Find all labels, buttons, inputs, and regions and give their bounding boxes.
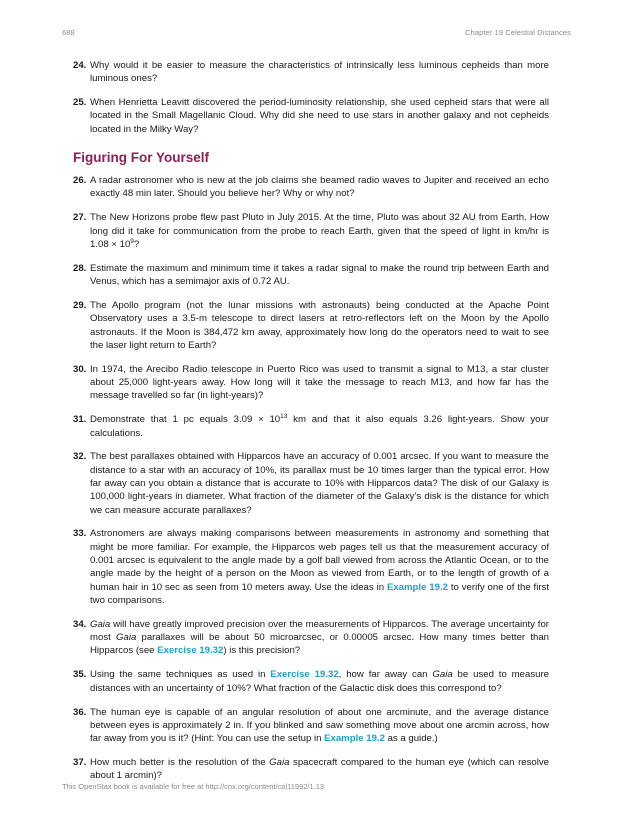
page-number: 688 [62,28,75,37]
exponent: 13 [280,413,288,421]
question-number: 37 . [73,756,86,769]
gaia-term: Gaia [90,618,111,630]
question-number: 28 . [73,262,86,275]
question-text: When Henrietta Leavitt discovered the period-luminosity relationship, she used cepheid stars that were all located in the Small Magellanic Cloud. Why did she need to use stars in another galaxy and not cepheids located in the Milky Way? [90,97,549,135]
question-text: Using the same techniques as used in [90,669,271,681]
section-title: Figuring For Yourself [73,150,210,166]
example-link[interactable]: Example 19.2 [324,733,385,745]
question-text: A radar astronomer who is new at the job claims she beamed radio waves to Jupiter and received an echo exactly 48 min later. Should you believe her? Why or why not? [90,175,549,200]
footer-note: This OpenStax book is available for free at http://cnx.org/content/col11992/1.13 [62,782,325,791]
question-number: 36 . [73,706,86,719]
exercise-link[interactable]: Exercise 19.32 [270,669,339,681]
question-37 [62,756,549,783]
question-text-mid: parallaxes will be about 50 microarcsec, or 0.00005 arcsec. How many times better than Hipparcos (see [90,632,549,657]
question-text: The New Horizons probe flew past Pluto in July 2015. At the time, Pluto was about 32 AU from Earth. How long did it take for communication from the probe to reach Earth, given that the speed of light in km/hr is 1.08 × 10 [90,212,549,250]
page-content [62,59,549,793]
question-text: In 1974, the Arecibo Radio telescope in Puerto Rico was used to transmit a signal to M13, a star cluster about 25,000 light-years away. How long will it take the message to reach M13, and how far has the message travelled so far (in light-years)? [90,363,549,402]
question-text: Demonstrate that 1 pc equals 3.09 × 10 [90,414,281,426]
question-text: will have greatly improved precision over the measurements of Hipparcos. The average uncertainty for most [90,618,549,644]
example-link[interactable]: Example 19.2 [386,581,448,593]
question-text: How much better is the resolution of the [90,757,270,768]
question-number: 35 . [73,668,86,681]
question-text: Astronomers are always making comparisons between measurements in astronomy and something that might be more familiar. For example, the Hipparcos web pages tell us that the measurement accuracy of 0.001 arcsec is equivalent to the angle made by a golf ball viewed from across the Atlantic Ocean, or to the angle made by the height of a person on the Moon as viewed from Earth, or to the length of growth of a human hair in 10 sec as seen from 10 meters away. Use the ideas in [90,528,549,593]
question-text-end: as a guide.) [384,733,438,745]
question-number: 33 . [73,527,86,540]
question-32 [62,450,549,516]
question-33 [62,527,549,607]
question-30 [62,363,549,403]
question-36 [62,706,549,746]
question-number: 29 . [73,299,86,312]
question-text: The best parallaxes obtained with Hipparcos have an accuracy of 0.001 arcsec. If you want to measure the distance to a star with an accuracy of 10%, its parallax must be 10 times larger than the typical error. How far away can you obtain a distance that is accurate to 10% with Hipparcos data? The disk of our Galaxy is 100,000 light-years in diameter. What fraction of the diameter of the Galaxy’s disk is the distance for which we can measure accurate parallaxes? [90,451,549,516]
question-text-end: km and that it also equals 3.26 light-years. Show your calculations. [90,414,549,439]
question-text-end: ) is this precision? [223,645,301,657]
question-27 [62,211,549,251]
question-number: 31 . [73,413,86,426]
question-text-end: ? [133,238,140,250]
question-28 [62,262,549,289]
question-text-mid: , how far away can [338,669,433,681]
question-text: The Apollo program (not the lunar missions with astronauts) being conducted at the Apache Point Observatory uses a 3.5-m telescope to direct lasers at retro-reflectors left on the Moon by the Apollo astronauts. If the Moon is 384,472 km away, approximately how long do the operators need to wait to see the laser light return to Earth? [90,299,549,351]
question-26 [62,174,549,201]
gaia-term: Gaia [116,632,137,644]
gaia-term: Gaia [432,669,453,681]
question-31 [62,413,549,440]
question-35 [62,668,549,695]
question-number: 27 . [73,211,86,224]
question-text-end: spacecraft compared to the human eye (which can resolve about 1 arcmin)? [90,757,549,782]
question-34 [62,618,549,658]
question-text-end: be used to measure distances with an uncertainty of 10%? What fraction of the Galactic disk does this correspond to? [90,669,549,694]
question-number: 25 . [73,96,86,109]
question-text: The human eye is capable of an angular resolution of about one arcminute, and the average distance between eyes is approximately 2 in. If you blinked and saw something move about one arcmin across, how far away from you is it? (Hint: You can use the setup in [90,706,549,745]
question-text-end: to verify one of the first two comparisons. [90,581,549,606]
chapter-header: Chapter 19 Celestial Distances [465,28,571,37]
question-number: 32 . [73,450,86,463]
question-text: Estimate the maximum and minimum time it takes a radar signal to make the round trip between Earth and Venus, which has a semimajor axis of 0.72 AU. [90,262,549,288]
gaia-term: Gaia [269,757,290,768]
question-number: 24 . [73,59,86,72]
question-25 [62,96,549,136]
exponent: 9 [130,237,134,245]
question-text: Why would it be easier to measure the characteristics of intrinsically less luminous cepheids than more luminous ones? [90,60,549,85]
exercise-link[interactable]: Exercise 19.32 [157,645,224,657]
question-29 [62,299,549,352]
question-number: 34 . [73,618,86,631]
question-24 [62,59,549,86]
question-number: 26 . [73,174,86,187]
question-number: 30 . [73,363,86,376]
